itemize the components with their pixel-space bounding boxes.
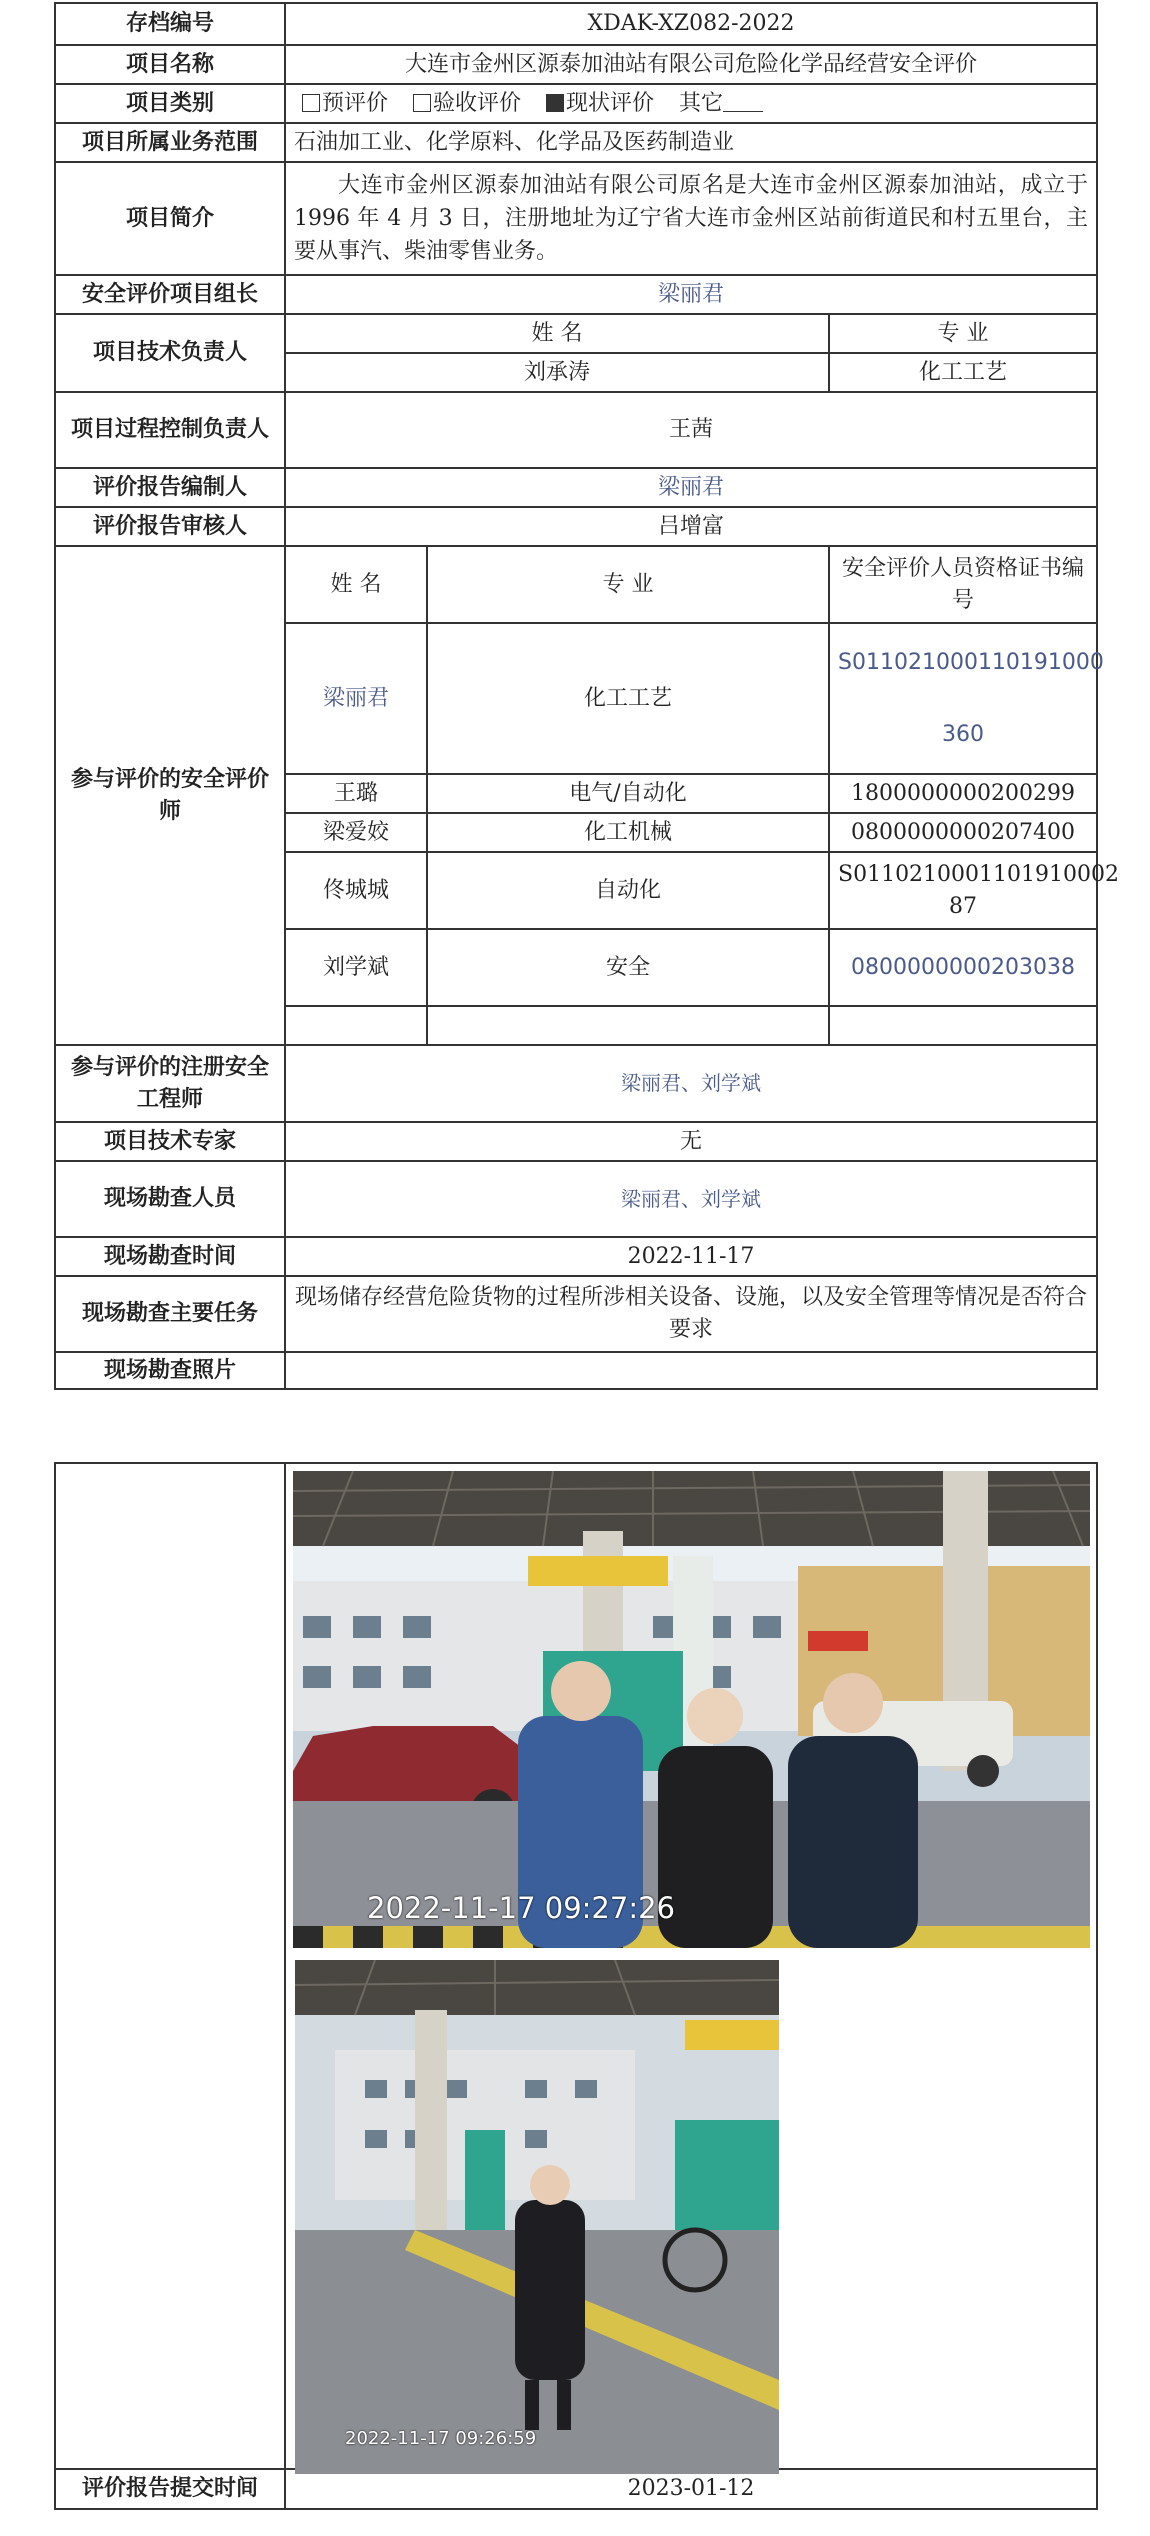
tech-lead-major-header: 专 业	[829, 314, 1097, 353]
submit-date-label: 评价报告提交时间	[55, 2469, 285, 2509]
project-type-label: 项目类别	[55, 84, 285, 123]
experts-label: 项目技术专家	[55, 1122, 285, 1161]
unchecked-box-icon	[413, 94, 431, 112]
team-leader-value: 梁丽君	[285, 275, 1097, 314]
evaluator-cert: 0800000000207400	[829, 813, 1097, 852]
evaluators-label: 参与评价的安全评价师	[55, 546, 285, 1045]
team-leader-label: 安全评价项目组长	[55, 275, 285, 314]
tech-lead-name-header: 姓 名	[285, 314, 829, 353]
evaluator-cert: S011021000110191000 360	[829, 623, 1097, 774]
option-other: 其它	[679, 91, 763, 116]
evaluators-name-header: 姓 名	[285, 546, 427, 623]
engineers-label: 参与评价的注册安全工程师	[55, 1045, 285, 1122]
engineers-value: 梁丽君、刘学斌	[285, 1045, 1097, 1122]
experts-value: 无	[285, 1122, 1097, 1161]
option-pre-evaluation: 预评价	[302, 91, 388, 116]
evaluator-major: 自动化	[427, 852, 829, 929]
evaluator-name: 佟城城	[285, 852, 427, 929]
survey-photos-empty	[285, 1352, 1097, 1389]
survey-date-value: 2022-11-17	[285, 1237, 1097, 1276]
empty-cell	[285, 1006, 427, 1045]
project-type-options	[285, 84, 1097, 123]
evaluators-cert-header: 安全评价人员资格证书编号	[829, 546, 1097, 623]
process-control-value: 王茜	[285, 392, 1097, 468]
option-acceptance-evaluation: 验收评价	[413, 91, 521, 116]
compiler-label: 评价报告编制人	[55, 468, 285, 507]
evaluator-major: 安全	[427, 929, 829, 1006]
survey-photo-1	[293, 1471, 1090, 1948]
survey-task-label: 现场勘查主要任务	[55, 1276, 285, 1352]
survey-photos-label: 现场勘查照片	[55, 1352, 285, 1389]
evaluator-name: 刘学斌	[285, 929, 427, 1006]
evaluator-name: 王璐	[285, 774, 427, 813]
project-name-label: 项目名称	[55, 45, 285, 84]
tech-lead-label: 项目技术负责人	[55, 314, 285, 392]
blank-line	[723, 93, 763, 112]
submit-date-value: 2023-01-12	[285, 2469, 1097, 2509]
evaluator-cert: 1800000000200299	[829, 774, 1097, 813]
summary-value: 大连市金州区源泰加油站有限公司原名是大连市金州区源泰加油站，成立于 1996 年 4 月 3 日，注册地址为辽宁省大连市金州区站前街道民和村五里台，主要从事汽、柴油零售业务。	[285, 162, 1097, 275]
gas-station-photo-1-image	[293, 1471, 1090, 1948]
tech-lead-major: 化工工艺	[829, 353, 1097, 392]
business-scope-label: 项目所属业务范围	[55, 123, 285, 162]
evaluator-cert: S0110210001101910002 87	[829, 852, 1097, 929]
photo-2-timestamp: 2022-11-17 09:26:59	[345, 2428, 537, 2449]
gas-station-photo-2-image	[295, 1960, 779, 2474]
project-name-value: 大连市金州区源泰加油站有限公司危险化学品经营安全评价	[285, 45, 1097, 84]
empty-cell	[829, 1006, 1097, 1045]
survey-photo-2	[295, 1960, 779, 2474]
compiler-value: 梁丽君	[285, 468, 1097, 507]
evaluator-major: 化工机械	[427, 813, 829, 852]
business-scope-value: 石油加工业、化学原料、化学品及医药制造业	[285, 123, 1097, 162]
survey-date-label: 现场勘查时间	[55, 1237, 285, 1276]
project-info-table	[54, 2, 1120, 1390]
reviewer-label: 评价报告审核人	[55, 507, 285, 546]
survey-task-value: 现场储存经营危险货物的过程所涉相关设备、设施，以及安全管理等情况是否符合要求	[285, 1276, 1097, 1352]
survey-staff-value: 梁丽君、刘学斌	[285, 1161, 1097, 1237]
evaluator-major: 电气/自动化	[427, 774, 829, 813]
unchecked-box-icon	[302, 94, 320, 112]
archive-no-value: XDAK-XZ082-2022	[285, 3, 1097, 45]
survey-staff-label: 现场勘查人员	[55, 1161, 285, 1237]
evaluator-cert: 0800000000203038	[829, 929, 1097, 1006]
evaluator-major: 化工工艺	[427, 623, 829, 774]
archive-no-label: 存档编号	[55, 3, 285, 45]
checked-box-icon	[546, 94, 564, 112]
evaluator-name: 梁丽君	[285, 623, 427, 774]
photo-label-cell	[55, 1463, 285, 2469]
evaluator-name: 梁爱姣	[285, 813, 427, 852]
photo-1-timestamp: 2022-11-17 09:27:26	[367, 1891, 675, 1925]
option-status-evaluation: 现状评价	[546, 91, 654, 116]
process-control-label: 项目过程控制负责人	[55, 392, 285, 468]
summary-label: 项目简介	[55, 162, 285, 275]
reviewer-value: 吕增富	[285, 507, 1097, 546]
evaluators-major-header: 专 业	[427, 546, 829, 623]
empty-cell	[427, 1006, 829, 1045]
tech-lead-name: 刘承涛	[285, 353, 829, 392]
